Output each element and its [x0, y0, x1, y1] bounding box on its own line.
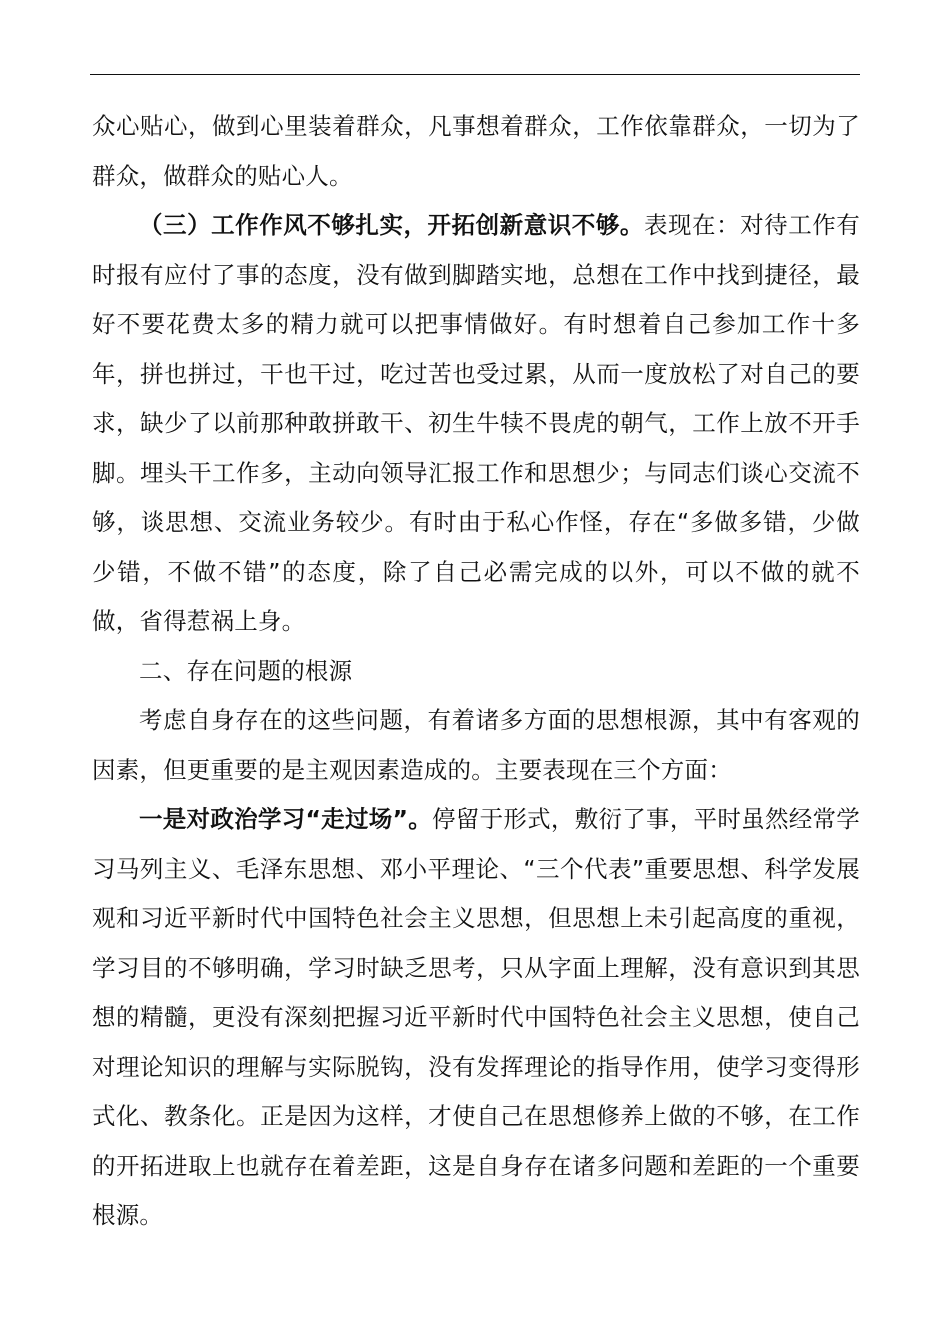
- paragraph-continuation: [92, 102, 860, 201]
- paragraph-text: 表现在：对待工作有时报有应付了事的态度，没有做到脚踏实地，总想在工作中找到捷径，最好不要花费太多的精力就可以把事情做好。有时想着自己参加工作十多年，拼也拼过，干也干过，吃过苦也受过累，从而一度放松了对自己的要求，缺少了以前那种敢拼敢干、初生牛犊不畏虎的朝气，工作上放不开手脚。埋头干工作多，主动向领导汇报工作和思想少；与同志们谈心交流不够，谈思想、交流业务较少。有时由于私心作怪，存在“多做多错，少做少错，不做不错”的态度，除了自己必需完成的以外，可以不做的就不做，省得惹祸上身。: [92, 211, 860, 635]
- section-heading: [92, 647, 860, 697]
- paragraph-intro: [92, 696, 860, 795]
- paragraph-text: 停留于形式，敷衍了事，平时虽然经常学习马列主义、毛泽东思想、邓小平理论、“三个代表”重要思想、科学发展观和习近平新时代中国特色社会主义思想，但思想上未引起高度的重视，学习目的不够明确，学习时缺乏思考，只从字面上理解，没有意识到其思想的精髓，更没有深刻把握习近平新时代中国特色社会主义思想，使自己对理论知识的理解与实际脱钩，没有发挥理论的指导作用，使学习变得形式化、教条化。正是因为这样，才使自己在思想修养上做的不够，在工作的开拓进取上也就存在着差距，这是自身存在诸多问题和差距的一个重要根源。: [92, 805, 860, 1229]
- paragraph-work-style: [92, 201, 860, 647]
- paragraph-political-study: [92, 795, 860, 1241]
- paragraph-heading: 一是对政治学习“走过场”。: [139, 805, 433, 833]
- document-body: [92, 102, 860, 1241]
- paragraph-heading: （三）工作作风不够扎实，开拓创新意识不够。: [139, 211, 644, 239]
- paragraph-text: 考虑自身存在的这些问题，有着诸多方面的思想根源，其中有客观的因素，但更重要的是主观因素造成的。主要表现在三个方面：: [92, 706, 860, 784]
- header-rule: [90, 74, 860, 75]
- paragraph-text: 众心贴心，做到心里装着群众，凡事想着群众，工作依靠群众，一切为了群众，做群众的贴心人。: [92, 112, 860, 190]
- section-heading-text: 二、存在问题的根源: [139, 656, 353, 685]
